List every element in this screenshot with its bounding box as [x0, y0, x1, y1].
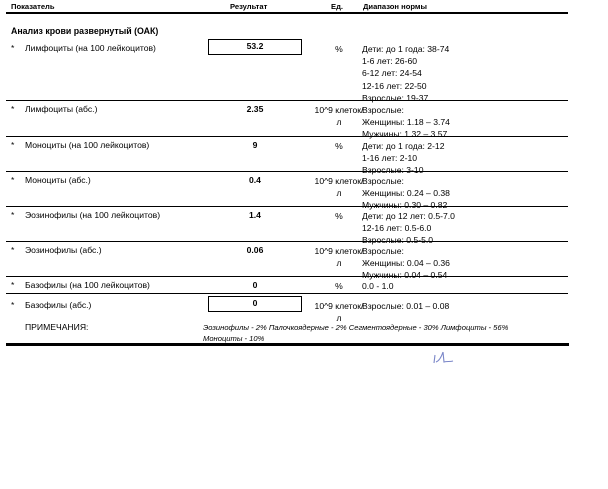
row-marker: *	[11, 104, 15, 114]
range-line: Взрослые: 3-10	[362, 165, 424, 176]
row-marker: *	[11, 43, 15, 53]
range-line: Взрослые:	[362, 246, 404, 256]
row-marker: *	[11, 210, 15, 220]
range-line: 6-12 лет: 24-54	[362, 68, 422, 79]
range-line: 12-16 лет: 22-50	[362, 80, 427, 91]
row-name: Лимфоциты (абс.)	[25, 104, 98, 114]
row-unit: 10^9 клеток/л	[314, 105, 364, 127]
table-row	[6, 207, 568, 246]
range-line: Дети: до 1 года: 38-74	[362, 44, 450, 54]
row-unit: 10^9 клеток/л	[314, 246, 364, 268]
range-line: 0.0 - 1.0	[362, 281, 394, 291]
range-line: Мужчины: 1.32 – 3.57	[362, 129, 448, 140]
row-ranges	[362, 104, 450, 141]
range-line: Взрослые: 0.5-5.0	[362, 235, 434, 246]
range-line: Мужчины: 0.04 – 0.54	[362, 270, 448, 281]
range-line: 12-16 лет: 0.5-6.0	[362, 223, 432, 234]
range-line: Женщины: 1.18 – 3.74	[362, 117, 450, 128]
range-line: 1-16 лет: 2-10	[362, 153, 418, 164]
range-line: Женщины: 0.24 – 0.38	[362, 188, 450, 199]
row-name: Базофилы (абс.)	[25, 300, 92, 310]
header-result: Результат	[230, 2, 268, 11]
notes-text: Эозинофилы - 2% Палочкоядерные - 2% Сегментоядерные - 30% Лимфоциты - 56% Моноциты - 10%	[203, 323, 509, 343]
row-ranges	[362, 300, 449, 312]
table-row	[6, 277, 568, 294]
table-row	[6, 101, 568, 140]
row-marker: *	[11, 300, 15, 310]
section-title: Анализ крови развернутый (ОАК)	[11, 26, 159, 36]
row-marker: *	[11, 245, 15, 255]
row-name: Базофилы (на 100 лейкоцитов)	[25, 280, 150, 290]
signature-icon	[430, 349, 456, 367]
row-result: 0.4	[249, 175, 261, 185]
table-header	[6, 0, 568, 14]
row-marker: *	[11, 175, 15, 185]
row-ranges	[362, 43, 449, 104]
range-line: Взрослые: 0.01 – 0.08	[362, 301, 450, 311]
notes-label: ПРИМЕЧАНИЯ:	[25, 322, 89, 332]
range-line: Дети: до 1 года: 2-12	[362, 141, 445, 151]
row-name: Моноциты (абс.)	[25, 175, 91, 185]
row-result: 0	[252, 280, 258, 290]
range-line: Взрослые:	[362, 176, 404, 186]
header-param: Показатель	[11, 2, 55, 11]
row-marker: *	[11, 280, 15, 290]
row-result: 0.06	[246, 245, 264, 255]
row-result: 0	[208, 296, 302, 312]
row-unit: %	[335, 211, 343, 221]
row-result: 2.35	[246, 104, 264, 114]
row-name: Моноциты (на 100 лейкоцитов)	[25, 140, 150, 150]
row-unit: 10^9 клеток/л	[314, 301, 364, 323]
row-name: Эозинофилы (абс.)	[25, 245, 102, 255]
bottom-divider	[6, 343, 569, 346]
row-result: 1.4	[249, 210, 261, 220]
row-result: 9	[252, 140, 258, 150]
row-unit: %	[335, 141, 343, 151]
table-row	[6, 40, 568, 101]
row-unit: %	[335, 281, 343, 291]
row-result: 53.2	[208, 39, 302, 55]
range-line: Дети: до 12 лет: 0.5-7.0	[362, 211, 455, 221]
row-unit: %	[335, 44, 343, 54]
range-line: Женщины: 0.04 – 0.36	[362, 258, 450, 269]
table-row	[6, 137, 568, 176]
range-line: Взрослые:	[362, 105, 404, 115]
table-row	[6, 242, 568, 281]
row-unit: 10^9 клеток/л	[314, 176, 364, 198]
row-name: Лимфоциты (на 100 лейкоцитов)	[25, 43, 156, 53]
header-unit: Ед.	[331, 2, 343, 11]
row-ranges	[362, 280, 394, 292]
range-line: Взрослые: 19-37	[362, 92, 429, 103]
range-line: Мужчины: 0.30 – 0.82	[362, 200, 448, 211]
row-name: Эозинофилы (на 100 лейкоцитов)	[25, 210, 161, 220]
table-row	[6, 172, 568, 211]
table-row	[6, 297, 568, 321]
row-marker: *	[11, 140, 15, 150]
header-range: Диапазон нормы	[363, 2, 427, 11]
range-line: 1-6 лет: 26-60	[362, 56, 418, 67]
